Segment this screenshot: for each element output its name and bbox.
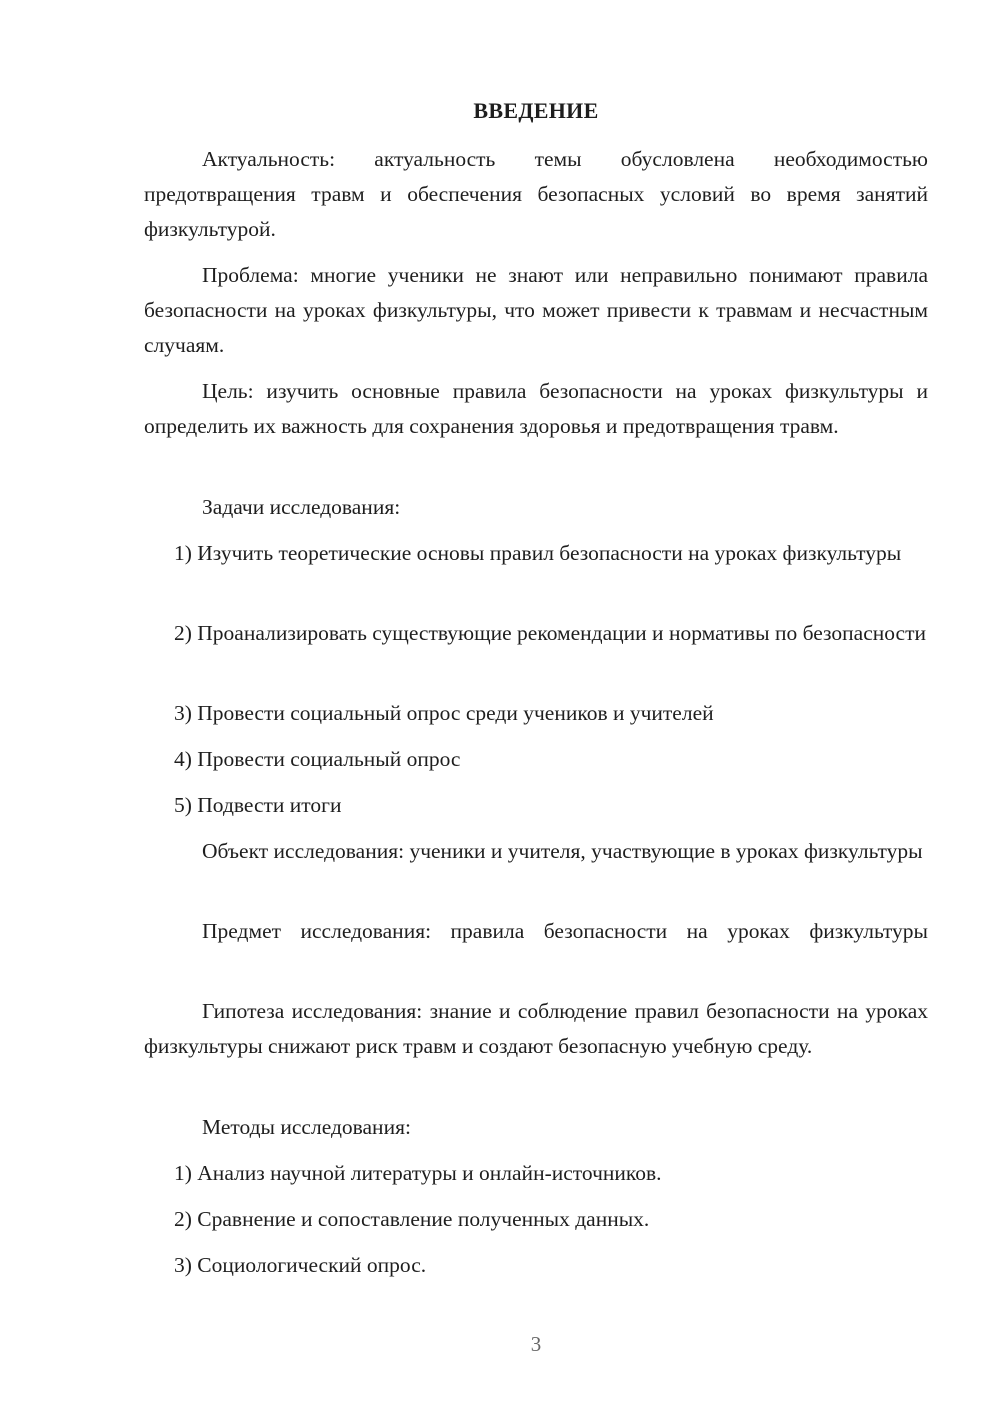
page-title: ВВЕДЕНИЕ <box>473 98 599 123</box>
tasks-heading: Задачи исследования: <box>202 495 401 519</box>
subject-paragraph: Предмет исследования: правила безопасности на уроках физкультуры <box>202 919 928 943</box>
method-item: 2) Сравнение и сопоставление полученных данных. <box>174 1207 650 1231</box>
hypothesis-paragraph: Гипотеза исследования: знание и соблюдение правил безопасности на уроках физкультуры снижают риск травм и создают безопасную учебную среду. <box>144 999 928 1058</box>
goal-paragraph: Цель: изучить основные правила безопасности на уроках физкультуры и определить их важность для сохранения здоровья и предотвращения травм. <box>144 379 928 438</box>
task-item: 3) Провести социальный опрос среди учеников и учителей <box>174 701 714 725</box>
page-number: 3 <box>530 1332 542 1356</box>
methods-heading: Методы исследования: <box>202 1115 411 1139</box>
task-item: 2) Проанализировать существующие рекомендации и нормативы по безопасности <box>174 621 926 645</box>
relevance-paragraph: Актуальность: актуальность темы обусловлена необходимостью предотвращения травм и обеспечения безопасных условий во время занятий физкультурой. <box>144 147 928 241</box>
method-item: 1) Анализ научной литературы и онлайн-источников. <box>174 1161 662 1185</box>
task-item: 5) Подвести итоги <box>174 793 342 817</box>
task-item: 1) Изучить теоретические основы правил безопасности на уроках физкультуры <box>174 541 902 565</box>
task-item: 4) Провести социальный опрос <box>174 747 461 771</box>
method-item: 3) Социологический опрос. <box>174 1253 427 1277</box>
object-paragraph: Объект исследования: ученики и учителя, участвующие в уроках физкультуры <box>202 839 923 863</box>
problem-paragraph: Проблема: многие ученики не знают или неправильно понимают правила безопасности на уроках физкультуры, что может привести к травмам и несчастным случаям. <box>144 263 928 357</box>
